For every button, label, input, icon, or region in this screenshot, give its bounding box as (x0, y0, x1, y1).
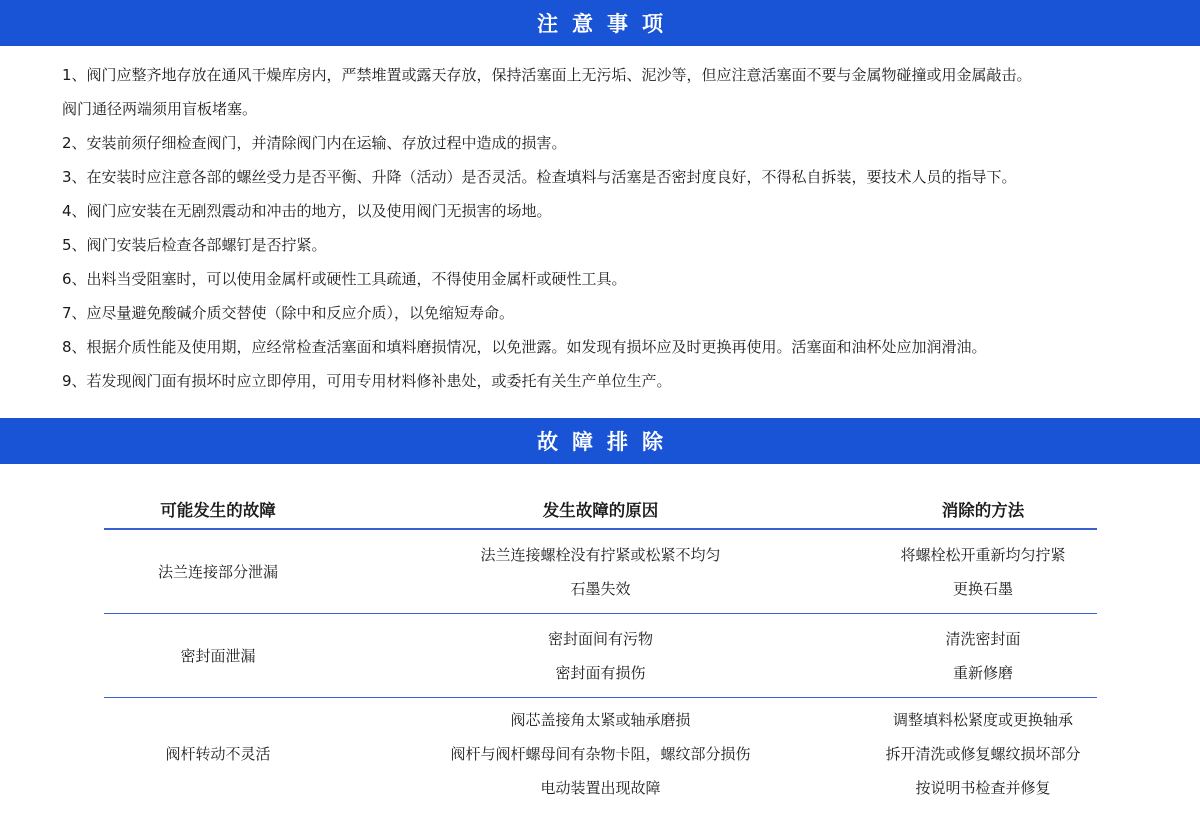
notes-list (62, 58, 1162, 398)
table-row (104, 698, 1097, 808)
fault-text: 法兰连接部分泄漏 (157, 562, 278, 581)
fault-cell (104, 530, 332, 613)
solution-cell (869, 530, 1097, 613)
cause-text: 电动装置出现故障 (540, 779, 661, 797)
cause-text: 石墨失效 (570, 579, 631, 598)
cause-cell (332, 614, 869, 697)
faults-section-banner (0, 418, 1200, 464)
cause-text: 密封面有损伤 (555, 663, 646, 682)
notes-section-banner (0, 0, 1200, 46)
solution-text: 重新修磨 (952, 663, 1013, 682)
fault-cell (104, 614, 332, 697)
solution-text: 拆开清洗或修复螺纹损坏部分 (885, 745, 1081, 763)
fault-table (104, 490, 1097, 808)
cause-cell (332, 530, 869, 613)
solution-text: 将螺栓松开重新均匀拧紧 (900, 545, 1066, 564)
note-line: 6、出料当受阻塞时，可以使用金属杆或硬性工具疏通，不得使用金属杆或硬性工具。 (62, 270, 627, 288)
solution-text: 清洗密封面 (945, 629, 1021, 648)
note-line: 阀门通径两端须用盲板堵塞。 (62, 100, 258, 118)
header-solution: 消除的方法 (941, 501, 1025, 520)
solution-text: 调整填料松紧度或更换轴承 (892, 711, 1073, 729)
notes-section-title: 注意事项 (537, 12, 677, 36)
cause-cell (332, 700, 869, 808)
table-row (104, 530, 1097, 614)
table-row (104, 614, 1097, 698)
cause-text: 密封面间有污物 (547, 629, 653, 648)
solution-text: 按说明书检查并修复 (915, 779, 1051, 797)
cause-text: 法兰连接螺栓没有拧紧或松紧不均匀 (480, 545, 721, 564)
fault-table-header (104, 490, 1097, 530)
solution-text: 更换石墨 (952, 579, 1013, 598)
header-fault: 可能发生的故障 (160, 501, 276, 520)
fault-text: 阀杆转动不灵活 (165, 745, 271, 763)
note-line: 7、应尽量避免酸碱介质交替使（除中和反应介质），以免缩短寿命。 (62, 304, 515, 322)
note-line: 2、安装前须仔细检查阀门，并清除阀门内在运输、存放过程中造成的损害。 (62, 134, 567, 152)
cause-text: 阀芯盖接角太紧或轴承磨损 (510, 711, 691, 729)
note-line: 5、阀门安装后检查各部螺钉是否拧紧。 (62, 236, 327, 254)
note-line: 1、阀门应整齐地存放在通风干燥库房内，严禁堆置或露天存放，保持活塞面上无污垢、泥沙等，但应注意活塞面不要与金属物碰撞或用金属敲击。 (62, 66, 1032, 84)
fault-text: 密封面泄漏 (180, 646, 256, 665)
solution-cell (869, 700, 1097, 808)
note-line: 3、在安装时应注意各部的螺丝受力是否平衡、升降（活动）是否灵活。检查填料与活塞是否密封度良好，不得私自拆装，要技术人员的指导下。 (62, 168, 1017, 186)
solution-cell (869, 614, 1097, 697)
faults-section-title: 故障排除 (537, 430, 677, 454)
note-line: 4、阀门应安装在无剧烈震动和冲击的地方，以及使用阀门无损害的场地。 (62, 202, 552, 220)
note-line: 8、根据介质性能及使用期，应经常检查活塞面和填料磨损情况，以免泄露。如发现有损坏应及时更换再使用。活塞面和油杯处应加润滑油。 (62, 338, 987, 356)
fault-cell (104, 700, 332, 808)
header-cause: 发生故障的原因 (542, 501, 659, 520)
note-line: 9、若发现阀门面有损坏时应立即停用，可用专用材料修补患处，或委托有关生产单位生产。 (62, 372, 672, 390)
cause-text: 阀杆与阀杆螺母间有杂物卡阻，螺纹部分损伤 (450, 745, 751, 763)
